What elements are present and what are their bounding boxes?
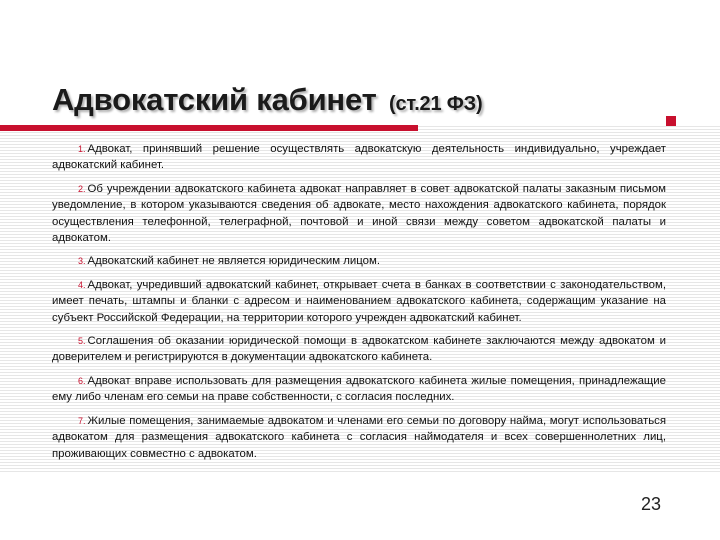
page-number: 23 [641,494,662,514]
list-item [52,413,666,462]
slide-body [52,141,666,469]
list-item [52,373,666,406]
item-text: Соглашения об оказании юридической помощи в адвокатском кабинете заключаются между адвокатом и доверителем и регистрируются в документации адвокатского кабинета. [52,335,666,364]
item-text: Адвокат вправе использовать для размещения адвокатского кабинета жилые помещения, принадлежащие ему либо членам его семьи на праве собственности, с согласия последних. [52,374,666,404]
item-text: Адвокат, учредивший адвокатский кабинет, открывает счета в банках в соответствии с законодательством, имеет печать, штампы и бланки с адресом и наименованием адвокатского кабинета, содержащим указание на субъект Российской Федерации, на территории которого учрежден адвокатский кабинет. [52,278,666,324]
item-text: Жилые помещения, занимаемые адвокатом и членами его семьи по договору найма, могут использоваться адвокатом для размещения адвокатского кабинета с согласия наймодателя и всех совершеннолетних лиц, проживающих совместно с адвокатом. [52,414,666,460]
item-text: Адвокатский кабинет не является юридическим лицом. [87,255,381,268]
item-number: 7. [78,415,86,426]
title-accent-bar [0,125,418,131]
title-accent-square [666,116,676,126]
slide-title-text: Адвокатский кабинет [52,82,377,117]
item-number: 3. [78,256,86,267]
item-number: 1. [78,144,86,154]
item-text: Об учреждении адвокатского кабинета адвокат направляет в совет адвокатской палаты заказным письмом уведомление, в котором указываются сведения об адвокате, место нахождения адвокатского кабинета, порядок осуществления телефонной, телеграфной, почтовой и иной связи между советом адвокатской палаты и адвокатом. [52,182,666,245]
list-item [52,253,666,269]
list-item [52,333,666,366]
item-number: 6. [78,375,86,386]
list-item [52,141,666,174]
slide-title-reference: (ст.21 ФЗ) [388,93,483,115]
item-number: 2. [78,183,86,194]
item-number: 5. [78,336,86,347]
list-item [52,277,666,326]
slide-title [52,82,482,118]
item-text: Адвокат, принявший решение осуществлять адвокатскую деятельность индивидуально, учреждает адвокатский кабинет. [52,143,666,172]
item-number: 4. [78,279,86,290]
list-item [52,181,666,247]
